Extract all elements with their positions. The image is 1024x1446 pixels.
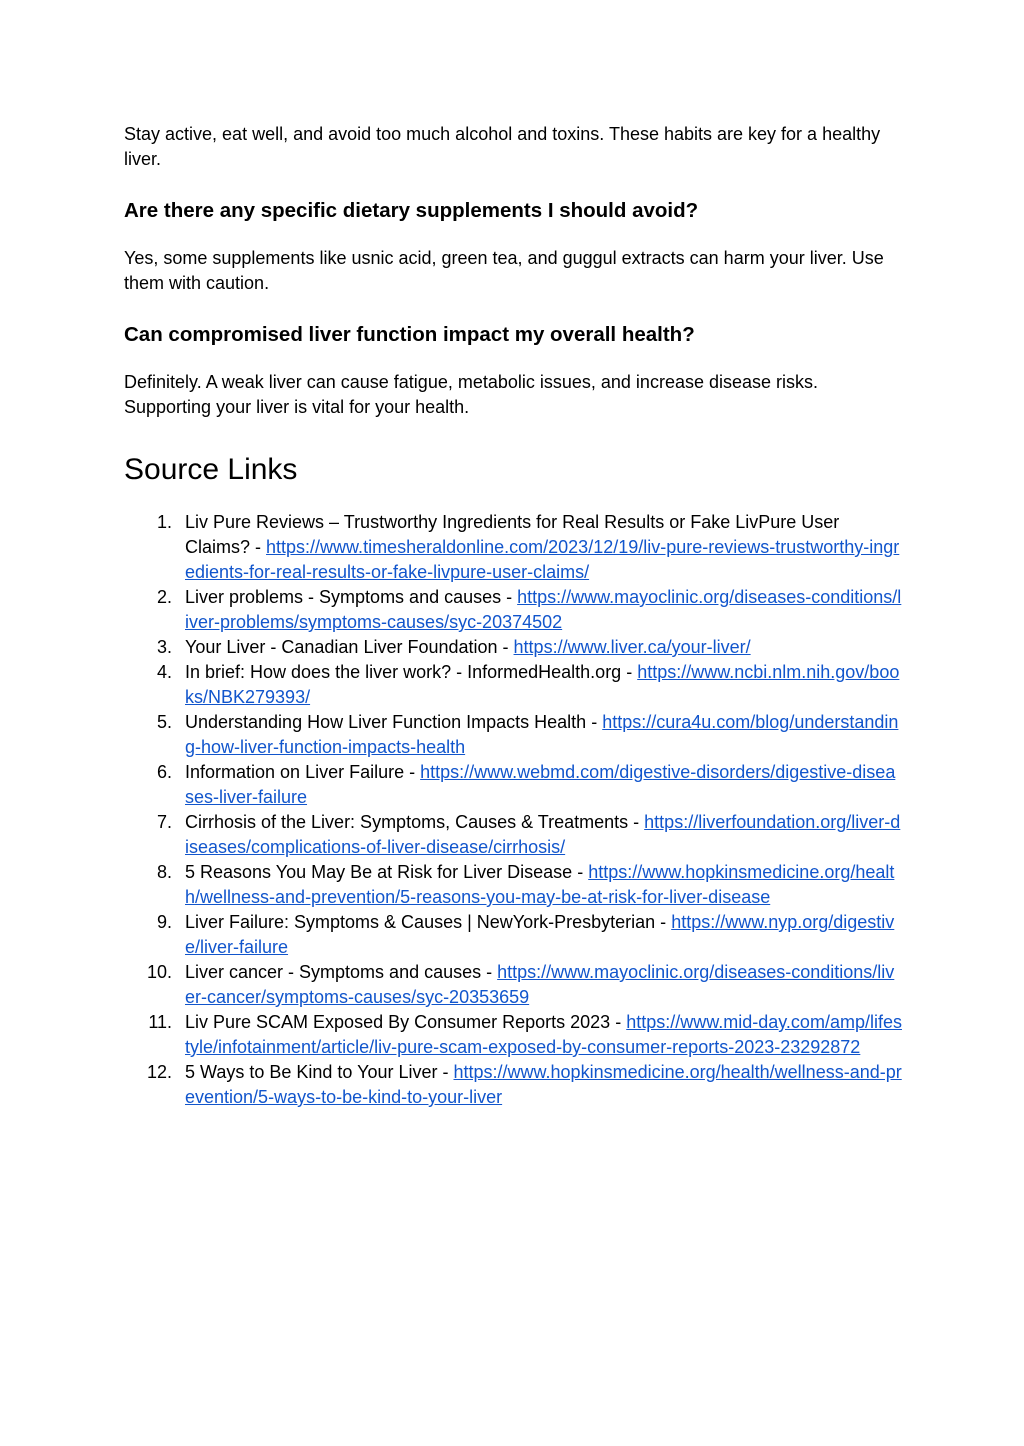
source-links-list [124, 510, 904, 1110]
source-item [124, 710, 904, 760]
source-number: 5. [156, 712, 172, 732]
source-item [124, 585, 904, 635]
source-title: Cirrhosis of the Liver: Symptoms, Causes & Treatments - [185, 812, 640, 832]
source-title: Your Liver - Canadian Liver Foundation - [185, 637, 509, 657]
source-link[interactable]: https://cura4u.com/blog/understanding-how-liver-function-impacts-health [185, 712, 899, 757]
source-number: 9. [156, 912, 172, 932]
source-number: 6. [156, 762, 172, 782]
source-title: Liver problems - Symptoms and causes - [185, 587, 513, 607]
source-title: Liver Failure: Symptoms & Causes | NewYork-Presbyterian - [185, 912, 667, 932]
source-link[interactable]: https://www.nyp.org/digestive/liver-failure [185, 912, 895, 957]
intro-paragraph: Stay active, eat well, and avoid too much alcohol and toxins. These habits are key for a healthy liver. [124, 124, 881, 169]
source-number: 2. [156, 587, 172, 607]
source-title: Liver cancer - Symptoms and causes - [185, 962, 493, 982]
source-title: 5 Ways to Be Kind to Your Liver - [185, 1062, 449, 1082]
source-title: In brief: How does the liver work? - InformedHealth.org - [185, 662, 633, 682]
source-number: 4. [156, 662, 172, 682]
source-title: Liv Pure SCAM Exposed By Consumer Reports 2023 - [185, 1012, 622, 1032]
source-link[interactable]: https://www.liver.ca/your-liver/ [513, 637, 751, 657]
source-links-heading: Source Links [124, 453, 298, 486]
source-item [124, 760, 904, 810]
source-link[interactable]: https://www.hopkinsmedicine.org/health/wellness-and-prevention/5-ways-to-be-kind-to-your-liver [185, 1062, 902, 1107]
source-number: 8. [156, 862, 172, 882]
source-title: Understanding How Liver Function Impacts Health - [185, 712, 598, 732]
source-item [124, 660, 904, 710]
source-title: Information on Liver Failure - [185, 762, 416, 782]
faq-question-overall-health: Can compromised liver function impact my overall health? [124, 323, 695, 346]
faq-answer-supplements: Yes, some supplements like usnic acid, green tea, and guggul extracts can harm your liver. Use them with caution. [124, 248, 884, 293]
source-link[interactable]: https://liverfoundation.org/liver-diseases/complications-of-liver-disease/cirrhosis/ [185, 812, 901, 857]
source-title: 5 Reasons You May Be at Risk for Liver Disease - [185, 862, 584, 882]
source-item [124, 510, 904, 585]
source-number: 7. [156, 812, 172, 832]
source-number: 1. [156, 512, 172, 532]
source-item [124, 910, 904, 960]
faq-answer-overall-health: Definitely. A weak liver can cause fatigue, metabolic issues, and increase disease risks. Supporting your liver is vital for your health. [124, 372, 819, 417]
source-item [124, 1060, 904, 1110]
source-link[interactable]: https://www.hopkinsmedicine.org/health/wellness-and-prevention/5-reasons-you-may-be-at-risk-for-liver-disease [185, 862, 895, 907]
source-number: 3. [156, 637, 172, 657]
source-link[interactable]: https://www.timesheraldonline.com/2023/12/19/liv-pure-reviews-trustworthy-ingredients-for-real-results-or-fake-livpure-user-claims/ [185, 537, 900, 582]
source-item [124, 635, 904, 660]
source-number: 11. [148, 1012, 172, 1032]
source-number: 12. [146, 1062, 172, 1082]
source-link[interactable]: https://www.mayoclinic.org/diseases-conditions/liver-problems/symptoms-causes/syc-20374502 [185, 587, 902, 632]
source-item [124, 810, 904, 860]
source-item [124, 1010, 904, 1060]
source-title: Liv Pure Reviews – Trustworthy Ingredients for Real Results or Fake LivPure User Claims? - [185, 512, 840, 557]
source-link[interactable]: https://www.webmd.com/digestive-disorders/digestive-diseases-liver-failure [185, 762, 896, 807]
source-link[interactable]: https://www.ncbi.nlm.nih.gov/books/NBK279393/ [185, 662, 900, 707]
source-item [124, 860, 904, 910]
source-number: 10. [146, 962, 172, 982]
source-link[interactable]: https://www.mayoclinic.org/diseases-conditions/liver-cancer/symptoms-causes/syc-20353659 [185, 962, 895, 1007]
faq-question-supplements: Are there any specific dietary supplements I should avoid? [124, 199, 699, 222]
source-link[interactable]: https://www.mid-day.com/amp/lifestyle/infotainment/article/liv-pure-scam-exposed-by-consumer-reports-2023-23292872 [185, 1012, 902, 1057]
source-item [124, 960, 904, 1010]
